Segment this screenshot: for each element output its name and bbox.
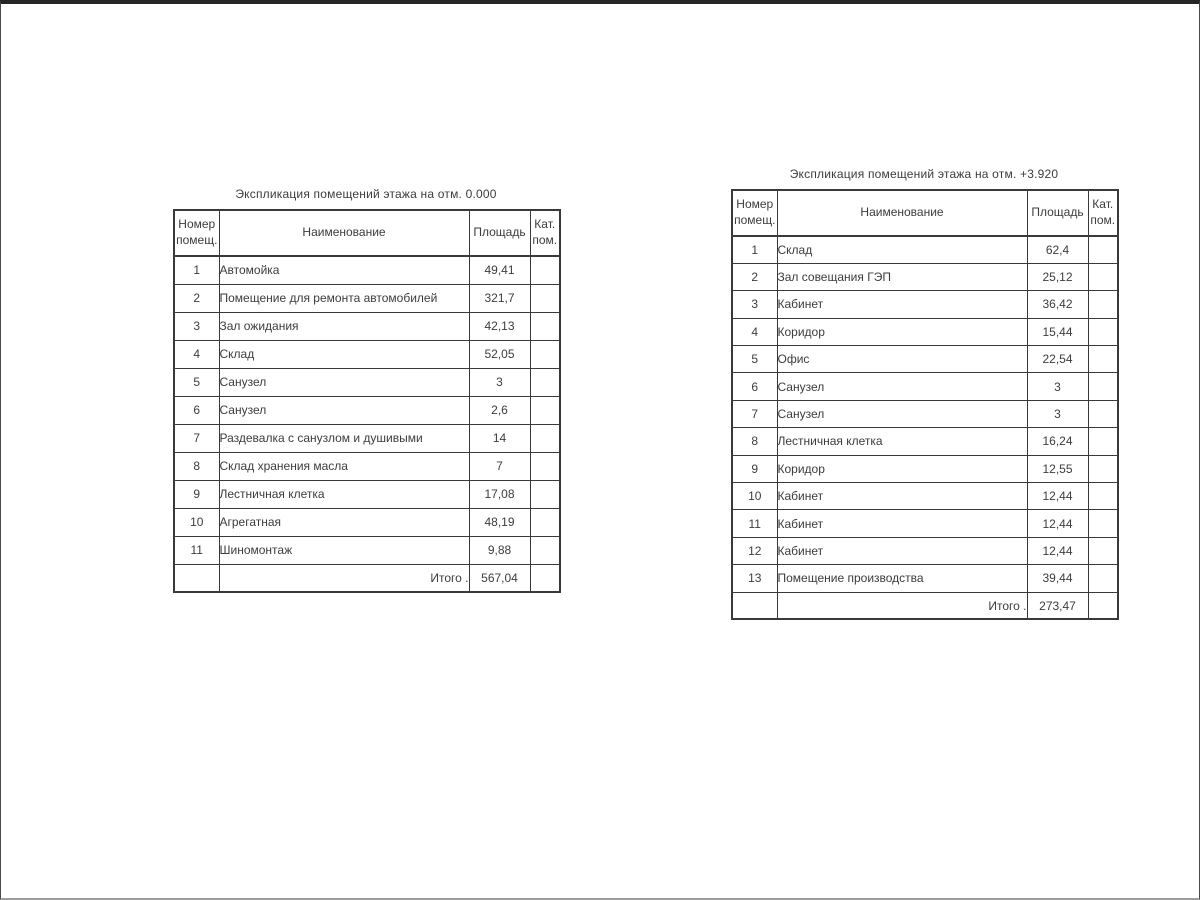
table-row [732,346,1118,373]
cell-name: Помещение для ремонта автомобилей [219,284,469,312]
cell-category [1088,346,1118,373]
total-row [174,564,560,592]
table-row [174,312,560,340]
header-room-number-line2: помещ. [176,233,218,247]
cell-number: 10 [732,483,777,510]
cell-name: Санузел [219,396,469,424]
header-name: Наименование [777,190,1027,236]
cell-category [530,508,560,536]
cell-number: 9 [174,480,219,508]
cell-area: 36,42 [1027,291,1088,318]
table-row [732,483,1118,510]
cell-number: 8 [732,428,777,455]
total-empty-category-cell [1088,592,1118,619]
cell-area: 2,6 [469,396,530,424]
total-label: Итого . [219,564,469,592]
cell-number: 7 [174,424,219,452]
cell-name: Раздевалка с санузлом и душивыми [219,424,469,452]
cell-number: 8 [174,452,219,480]
table-row [174,340,560,368]
cell-category [1088,537,1118,564]
table-row [732,510,1118,537]
cell-area: 3 [1027,400,1088,427]
header-category [1088,190,1118,236]
cell-category [1088,428,1118,455]
cell-number: 2 [174,284,219,312]
header-room-number-line2: помещ. [734,213,776,227]
table-row [732,318,1118,345]
cell-category [1088,565,1118,592]
cell-number: 11 [174,536,219,564]
cell-area: 49,41 [469,256,530,284]
cell-area: 12,44 [1027,537,1088,564]
cell-name: Помещение производства [777,565,1027,592]
explication-table [731,189,1119,620]
cell-number: 9 [732,455,777,482]
cell-area: 62,4 [1027,236,1088,263]
cell-name: Коридор [777,318,1027,345]
cell-category [530,452,560,480]
table-row [732,236,1118,263]
explication-block-level-3920 [731,167,1117,620]
header-category [530,210,560,256]
table-row [732,373,1118,400]
cell-number: 1 [732,236,777,263]
header-category-line1: Кат. [534,217,556,232]
table-row [174,256,560,284]
cell-name: Кабинет [777,537,1027,564]
cell-name: Лестничная клетка [219,480,469,508]
cell-number: 10 [174,508,219,536]
header-row [174,210,560,256]
cell-category [1088,318,1118,345]
cell-area: 39,44 [1027,565,1088,592]
cell-number: 5 [174,368,219,396]
cell-number: 3 [174,312,219,340]
header-category-line1: Кат. [1092,197,1114,212]
table-row [174,480,560,508]
cell-area: 3 [1027,373,1088,400]
total-value: 273,47 [1027,592,1088,619]
cell-area: 16,24 [1027,428,1088,455]
total-empty-category-cell [530,564,560,592]
cell-name: Офис [777,346,1027,373]
cell-area: 12,44 [1027,483,1088,510]
cell-area: 7 [469,452,530,480]
cell-area: 42,13 [469,312,530,340]
table-row [174,536,560,564]
cell-category [530,368,560,396]
cell-name: Санузел [777,400,1027,427]
cell-number: 13 [732,565,777,592]
cell-number: 7 [732,400,777,427]
cell-area: 25,12 [1027,263,1088,290]
cell-area: 22,54 [1027,346,1088,373]
cell-area: 3 [469,368,530,396]
table-row [174,284,560,312]
cell-number: 4 [174,340,219,368]
table-body [732,236,1118,592]
cell-area: 15,44 [1027,318,1088,345]
cell-name: Автомойка [219,256,469,284]
table-row [732,400,1118,427]
header-category-line2: пом. [532,233,558,247]
cell-category [530,284,560,312]
cell-name: Шиномонтаж [219,536,469,564]
table-row [732,537,1118,564]
cell-name: Кабинет [777,510,1027,537]
table-row [174,368,560,396]
cell-number: 6 [732,373,777,400]
cell-name: Санузел [219,368,469,396]
header-category-line2: пом. [1090,213,1116,227]
cell-area: 17,08 [469,480,530,508]
cell-name: Кабинет [777,291,1027,318]
cell-name: Зал ожидания [219,312,469,340]
cell-category [1088,263,1118,290]
header-room-number [174,210,219,256]
cell-category [1088,510,1118,537]
cell-name: Санузел [777,373,1027,400]
explication-block-level-0 [173,187,559,593]
cell-category [1088,455,1118,482]
total-label: Итого . [777,592,1027,619]
cell-category [530,424,560,452]
table-row [732,263,1118,290]
cell-name: Кабинет [777,483,1027,510]
cell-category [530,536,560,564]
header-room-number-line1: Номер [178,217,216,232]
cell-category [530,396,560,424]
cell-number: 3 [732,291,777,318]
cell-area: 321,7 [469,284,530,312]
table-title: Экспликация помещений этажа на отм. +3.920 [789,167,1059,181]
total-row [732,592,1118,619]
cell-name: Агрегатная [219,508,469,536]
cell-number: 1 [174,256,219,284]
header-room-number-line1: Номер [736,197,774,212]
cell-area: 14 [469,424,530,452]
cell-name: Зал совещания ГЭП [777,263,1027,290]
cell-area: 12,44 [1027,510,1088,537]
cell-name: Склад [777,236,1027,263]
total-empty-number-cell [732,592,777,619]
cell-category [530,340,560,368]
cell-name: Склад хранения масла [219,452,469,480]
table-row [732,428,1118,455]
total-empty-number-cell [174,564,219,592]
cell-name: Коридор [777,455,1027,482]
table-row [732,565,1118,592]
table-body [174,256,560,564]
cell-name: Склад [219,340,469,368]
cell-category [1088,236,1118,263]
cell-category [1088,291,1118,318]
table-row [732,291,1118,318]
cell-number: 6 [174,396,219,424]
table-title: Экспликация помещений этажа на отм. 0.000 [235,187,497,201]
cell-area: 12,55 [1027,455,1088,482]
cell-number: 11 [732,510,777,537]
cell-number: 5 [732,346,777,373]
cell-number: 2 [732,263,777,290]
header-name: Наименование [219,210,469,256]
table-row [174,452,560,480]
table-row [174,424,560,452]
table-row [174,396,560,424]
cell-category [1088,400,1118,427]
cell-area: 48,19 [469,508,530,536]
header-room-number [732,190,777,236]
total-value: 567,04 [469,564,530,592]
table-row [732,455,1118,482]
cell-category [530,256,560,284]
cell-number: 12 [732,537,777,564]
cell-category [1088,483,1118,510]
cell-number: 4 [732,318,777,345]
header-area: Площадь [469,210,530,256]
cell-category [530,480,560,508]
cell-area: 52,05 [469,340,530,368]
table-row [174,508,560,536]
cell-area: 9,88 [469,536,530,564]
cell-name: Лестничная клетка [777,428,1027,455]
header-row [732,190,1118,236]
explication-table [173,209,561,593]
cell-category [530,312,560,340]
cell-category [1088,373,1118,400]
header-area: Площадь [1027,190,1088,236]
